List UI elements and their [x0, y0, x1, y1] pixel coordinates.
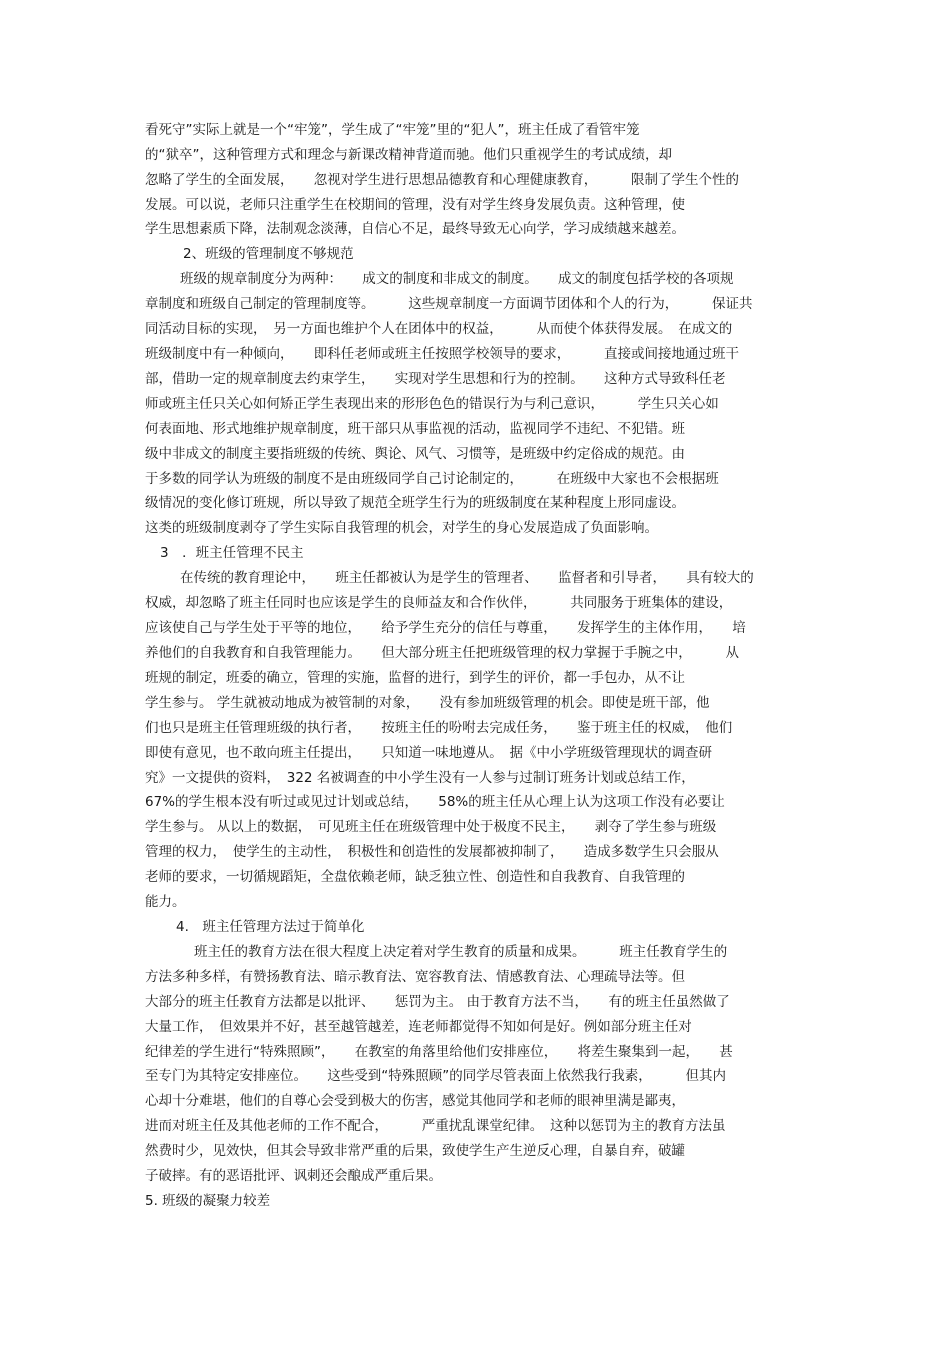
- paragraph-line: 能力。: [145, 894, 186, 910]
- paragraph-line: 纪律差的学生进行“特殊照顾”， 在教室的角落里给他们安排座位， 将差生聚集到一起， 甚: [145, 1044, 733, 1060]
- paragraph-line: 们也只是班主任管理班级的执行者， 按班主任的吩咐去完成任务， 鉴于班主任的权威， 他们: [145, 720, 733, 736]
- paragraph-line: 班级的规章制度分为两种： 成文的制度和非成文的制度。 成文的制度包括学校的各项规: [180, 271, 734, 287]
- paragraph-line: 何表面地、形式地维护规章制度，班干部只从事监视的活动，监视同学不违纪、不犯错。班: [145, 421, 685, 437]
- section-heading: 2、班级的管理制度不够规范: [183, 246, 354, 262]
- paragraph-line: 然费时少，见效快，但其会导致非常严重的后果，致使学生产生逆反心理，自暴自弃，破罐: [145, 1143, 685, 1159]
- paragraph-line: 应该使自己与学生处于平等的地位， 给予学生充分的信任与尊重， 发挥学生的主体作用， 培: [145, 620, 746, 636]
- paragraph-line: 学生参与。 从以上的数据， 可见班主任在班级管理中处于极度不民主， 剥夺了学生参与班级: [145, 819, 717, 835]
- paragraph-line: 大量工作， 但效果并不好，甚至越管越差，连老师都觉得不知如何是好。例如部分班主任对: [145, 1019, 692, 1035]
- paragraph-line: 级情况的变化修订班规，所以导致了规范全班学生行为的班级制度在某种程度上形同虚设。: [145, 495, 685, 511]
- paragraph-line: 67%的学生根本没有听过或见过计划或总结， 58%的班主任从心理上认为这项工作没有必要让: [145, 794, 725, 810]
- section-heading: 4. 班主任管理方法过于简单化: [176, 919, 365, 935]
- paragraph-line: 班级制度中有一种倾向， 即科任老师或班主任按照学校领导的要求， 直接或间接地通过班干: [145, 346, 739, 362]
- paragraph-line: 方法多种多样，有赞扬教育法、暗示教育法、宽容教育法、情感教育法、心理疏导法等。但: [145, 969, 685, 985]
- paragraph-line: 于多数的同学认为班级的制度不是由班级同学自己讨论制定的， 在班级中大家也不会根据班: [145, 471, 719, 487]
- paragraph-line: 进而对班主任及其他老师的工作不配合， 严重扰乱课堂纪律。 这种以惩罚为主的教育方法虽: [145, 1118, 726, 1134]
- paragraph-line: 子破摔。有的恶语批评、讽刺还会酿成严重后果。: [145, 1168, 442, 1184]
- paragraph-line: 即使有意见，也不敢向班主任提出， 只知道一味地遵从。 据《中小学班级管理现状的调查研: [145, 745, 712, 761]
- paragraph-line: 同活动目标的实现， 另一方面也维护个人在团体中的权益， 从而使个体获得发展。 在成文的: [145, 321, 733, 337]
- paragraph-line: 养他们的自我教育和自我管理能力。 但大部分班主任把班级管理的权力掌握于手腕之中， 从: [145, 645, 739, 661]
- paragraph-line: 级中非成文的制度主要指班级的传统、舆论、风气、习惯等，是班级中约定俗成的规范。由: [145, 446, 685, 462]
- paragraph-line: 章制度和班级自己制定的管理制度等。 这些规章制度一方面调节团体和个人的行为， 保证共: [145, 296, 753, 312]
- paragraph-line: 这类的班级制度剥夺了学生实际自我管理的机会，对学生的身心发展造成了负面影响。: [145, 520, 658, 536]
- paragraph-line: 权威，却忽略了班主任同时也应该是学生的良师益友和合作伙伴， 共同服务于班集体的建设，: [145, 595, 733, 611]
- paragraph-line: 至专门为其特定安排座位。 这些受到“特殊照顾”的同学尽管表面上依然我行我素， 但其内: [145, 1068, 726, 1084]
- paragraph-line: 究》一文提供的资料， 322 名被调查的中小学生没有一人参与过制订班务计划或总结工作，: [145, 770, 695, 786]
- paragraph-line: 老师的要求，一切循规蹈矩，全盘依赖老师，缺乏独立性、创造性和自我教育、自我管理的: [145, 869, 685, 885]
- paragraph-line: 的“狱卒”，这种管理方式和理念与新课改精神背道而驰。他们只重视学生的考试成绩，却: [145, 147, 672, 163]
- paragraph-line: 学生思想素质下降，法制观念淡薄，自信心不足，最终导致无心向学，学习成绩越来越差。: [145, 221, 685, 237]
- section-heading: 3 ．班主任管理不民主: [160, 545, 304, 561]
- paragraph-line: 班主任的教育方法在很大程度上决定着对学生教育的质量和成果。 班主任教育学生的: [194, 944, 728, 960]
- paragraph-line: 发展。可以说，老师只注重学生在校期间的管理，没有对学生终身发展负责。这种管理，使: [145, 197, 685, 213]
- paragraph-line: 看死守”实际上就是一个“牢笼”，学生成了“牢笼”里的“犯人”，班主任成了看管牢笼: [145, 122, 640, 138]
- paragraph-line: 师或班主任只关心如何矫正学生表现出来的形形色色的错误行为与利己意识， 学生只关心如: [145, 396, 719, 412]
- paragraph-line: 大部分的班主任教育方法都是以批评、 惩罚为主。 由于教育方法不当， 有的班主任虽然做了: [145, 994, 730, 1010]
- paragraph-line: 心却十分难堪，他们的自尊心会受到极大的伤害，感觉其他同学和老师的眼神里满是鄙夷，: [145, 1093, 685, 1109]
- section-heading: 5. 班级的凝聚力较差: [145, 1193, 271, 1209]
- paragraph-line: 部，借助一定的规章制度去约束学生， 实现对学生思想和行为的控制。 这种方式导致科任老: [145, 371, 726, 387]
- paragraph-line: 学生参与。 学生就被动地成为被管制的对象， 没有参加班级管理的机会。即使是班干部，他: [145, 695, 710, 711]
- paragraph-line: 在传统的教育理论中， 班主任都被认为是学生的管理者、 监督者和引导者， 具有较大的: [180, 570, 754, 586]
- paragraph-line: 管理的权力， 使学生的主动性， 积极性和创造性的发展都被抑制了， 造成多数学生只会服从: [145, 844, 719, 860]
- paragraph-line: 班规的制定，班委的确立，管理的实施，监督的进行，到学生的评价，都一手包办，从不让: [145, 670, 685, 686]
- paragraph-line: 忽略了学生的全面发展， 忽视对学生进行思想品德教育和心理健康教育， 限制了学生个性的: [145, 172, 739, 188]
